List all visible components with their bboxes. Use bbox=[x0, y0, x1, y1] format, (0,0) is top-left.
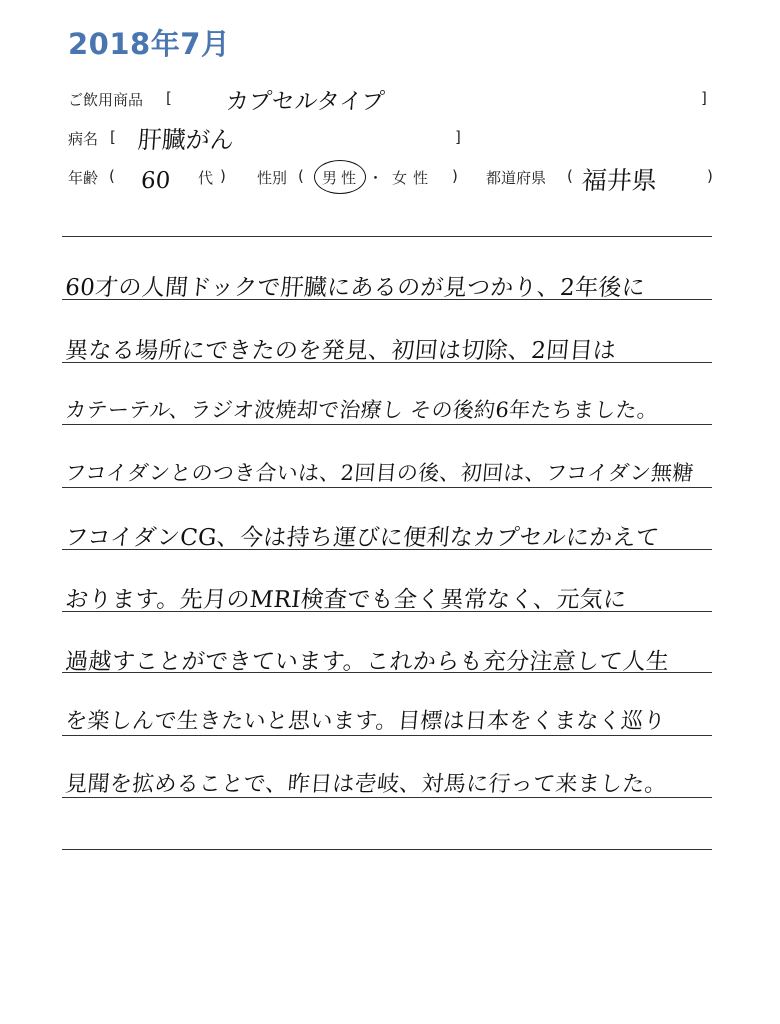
handwritten-line: 60才の人間ドックで肝臓にあるのが見つかり、2年後に bbox=[64, 275, 647, 301]
age-value: 60 bbox=[140, 168, 172, 194]
age-suffix: 代 bbox=[198, 169, 214, 187]
product-bracket-open: [ bbox=[166, 89, 172, 107]
age-label: 年齢 bbox=[68, 169, 99, 187]
handwritten-line: おります。先月のMRI検査でも全く異常なく、元気に bbox=[64, 587, 628, 613]
ruled-line bbox=[62, 849, 712, 850]
gender-male-option: 男性 bbox=[322, 169, 361, 187]
handwritten-line: カテーテル、ラジオ波焼却で治療し その後約6年たちました。 bbox=[64, 398, 660, 422]
handwritten-line: 異なる場所にできたのを発見、初回は切除、2回目は bbox=[64, 338, 618, 364]
gender-paren-close: ) bbox=[452, 167, 458, 185]
disease-label: 病名 bbox=[68, 130, 99, 148]
prefecture-paren-open: ( bbox=[567, 167, 573, 185]
ruled-line bbox=[62, 424, 712, 425]
disease-bracket-close: ] bbox=[455, 128, 461, 146]
disease-bracket-open: [ bbox=[110, 128, 116, 146]
product-bracket-close: ] bbox=[701, 89, 707, 107]
product-value: カプセルタイプ bbox=[224, 89, 386, 115]
disease-value: 肝臓がん bbox=[136, 126, 235, 154]
gender-label: 性別 bbox=[257, 169, 288, 187]
gender-female-option: 女性 bbox=[392, 169, 435, 187]
handwritten-line: 過越すことができています。これからも充分注意して人生 bbox=[64, 649, 671, 675]
ruled-line bbox=[62, 236, 712, 237]
handwritten-line: を楽しんで生きたいと思います。目標は日本をくまなく巡り bbox=[64, 709, 667, 734]
prefecture-paren-close: ) bbox=[707, 167, 713, 185]
age-paren-open: ( bbox=[109, 167, 115, 185]
page-title: 2018年7月 bbox=[68, 27, 231, 61]
age-paren-close: ) bbox=[220, 167, 226, 185]
prefecture-label: 都道府県 bbox=[486, 169, 547, 187]
handwritten-line: フコイダンCG、今は持ち運びに便利なカプセルにかえて bbox=[64, 525, 661, 551]
product-label: ご飲用商品 bbox=[68, 91, 144, 109]
gender-separator: ・ bbox=[368, 169, 384, 187]
handwritten-line: フコイダンとのつき合いは、2回目の後、初回は、フコイダン無糖 bbox=[64, 461, 695, 485]
handwritten-line: 見聞を拡めることで、昨日は壱岐、対馬に行って来ました。 bbox=[64, 772, 668, 797]
ruled-line bbox=[62, 487, 712, 488]
ruled-line bbox=[62, 735, 712, 736]
prefecture-value: 福井県 bbox=[580, 166, 658, 195]
gender-paren-open: ( bbox=[298, 167, 304, 185]
